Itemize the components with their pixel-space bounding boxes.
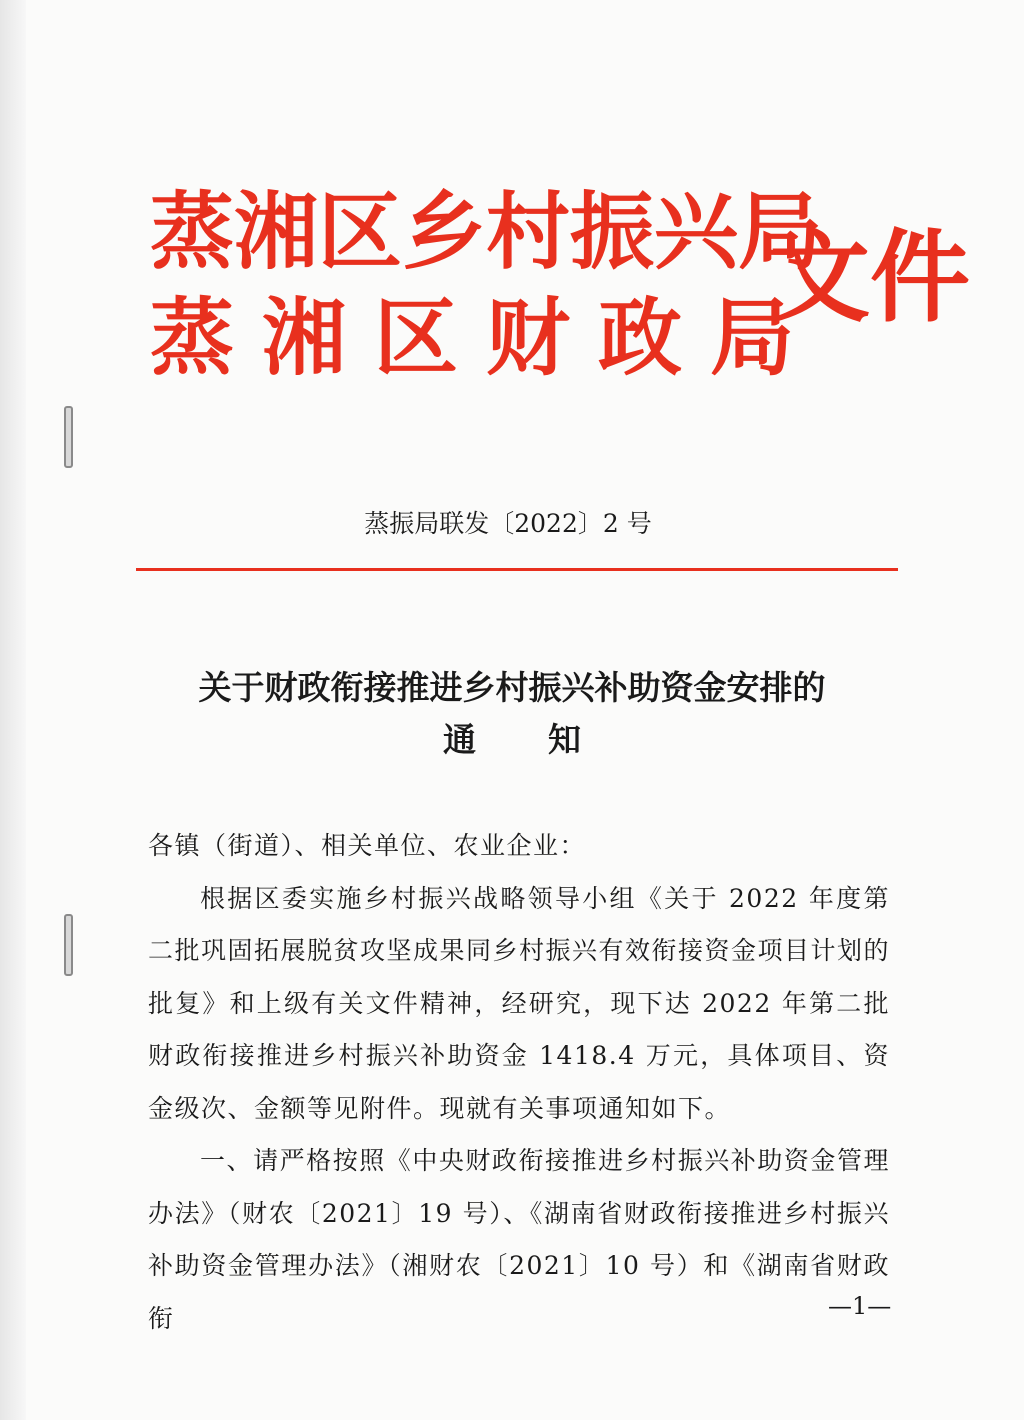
staple-top xyxy=(64,406,73,468)
document-number: 蒸振局联发〔2022〕2 号 xyxy=(364,509,652,538)
issuing-org-1: 蒸湘区乡村振兴局 xyxy=(150,183,823,281)
document-type-label: 文件 xyxy=(770,219,970,336)
red-divider-line xyxy=(136,568,898,571)
page-number: —1— xyxy=(828,1292,892,1320)
scan-edge-shadow xyxy=(0,0,26,1420)
document-title-line-2: 通知 xyxy=(443,720,653,759)
salutation: 各镇（街道）、相关单位、农业企业： xyxy=(148,831,587,860)
body-paragraph-2: 一、请严格按照《中央财政衔接推进乡村振兴补助资金管理办法》（财农〔2021〕19 号）、《湖南省财政衔接推进乡村振兴补助资金管理办法》（湘财农〔2021〕10 号）和《湖南省财政衔 xyxy=(148,1146,890,1333)
red-header xyxy=(150,178,970,398)
body-paragraph-1: 根据区委实施乡村振兴战略领导小组《关于 2022 年度第二批巩固拓展脱贫攻坚成果同乡村振兴有效衔接资金项目计划的批复》和上级有关文件精神，经研究，现下达 2022 年第二批财政衔接推进乡村振兴补助资金 1418.4 万元，具体项目、资金级次、金额等见附件。现就有关事项通知如下。 xyxy=(148,883,891,1123)
document-title-line-1: 关于财政衔接推进乡村振兴补助资金安排的 xyxy=(198,668,826,707)
issuing-org-2: 蒸湘区财政局 xyxy=(150,289,823,387)
staple-bottom xyxy=(64,914,73,976)
document-body xyxy=(148,820,890,1345)
